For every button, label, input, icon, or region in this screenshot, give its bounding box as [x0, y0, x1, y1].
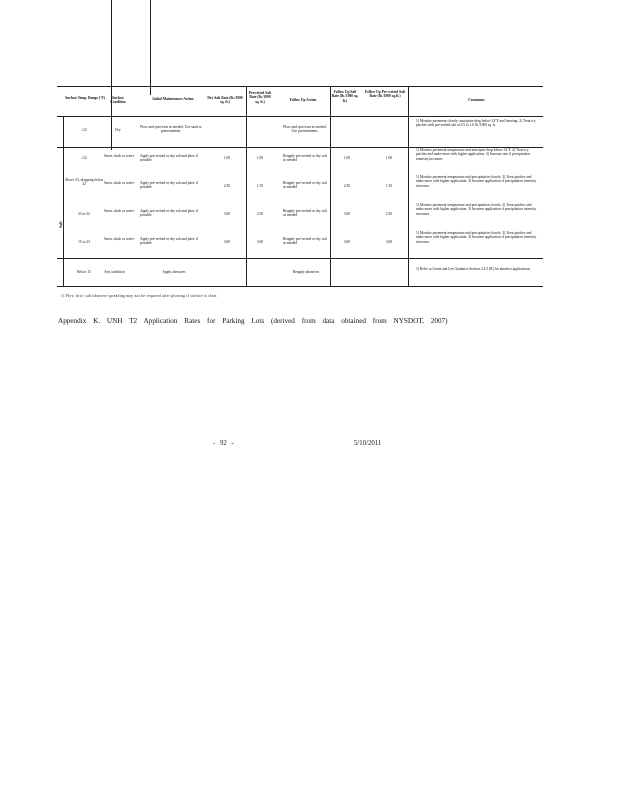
cell-condition: Snow, slush or water — [104, 154, 134, 158]
cell-dry-rate: 3.00 — [223, 212, 231, 216]
cell-comments: 1) Refer to Green and Lee Guidance Section 2.4.3 (B) for abrasive applications. — [416, 267, 531, 271]
cell-temp: 15 to 23 — [78, 240, 90, 244]
cell-comments: 1) Monitor pavement temperature and precipitation closely. 2) Treat patches and make more with higher application. 3) Increase application if precipitation intensity increases. — [416, 231, 537, 244]
table-footnote: 1) Plow first; salt/abrasive spreading may not be required after plowing if surface is clear. — [61, 294, 218, 298]
cell-temp: ≥32 — [81, 156, 87, 160]
cell-prewet-rate: 1.50 — [256, 184, 264, 188]
cell-follow-up-action: Plow and spot treat as needed. Use pretreatments. — [283, 125, 327, 134]
table-top-rule — [57, 86, 543, 87]
header-dry-salt-rate: Dry Salt Rate (lb./1000 sq. ft.) — [207, 96, 243, 105]
header-follow-up-prewet-rate: Follow Up Pre-wetted Salt Rate (lb./1000 sq.ft.) — [364, 90, 406, 99]
cell-prewet-rate: 1.00 — [256, 156, 264, 160]
cell-follow-up-action: Reapply pre-wetted or dry salt as needed — [283, 154, 327, 163]
cell-fu-salt: 3.00 — [343, 212, 351, 216]
cell-temp: Below 15 — [77, 270, 91, 274]
cell-initial-action: Apply pre-wetted or dry salt and plow if possible — [140, 237, 198, 246]
cell-fu-prewet: 3.00 — [385, 240, 393, 244]
cell-follow-up-action: Reapply pre-wetted or dry salt as needed — [283, 209, 327, 218]
cell-comments: 1) Monitor pavement temperature and precipitation closely. 2) Treat patches and make more with higher application. 3) Increase application if precipitation intensity increases. — [416, 175, 537, 188]
cell-initial-action: Apply pre-wetted or dry salt and plow if possible — [140, 154, 198, 163]
cell-follow-up-action: Reapply pre-wetted or dry salt as needed — [283, 237, 327, 246]
header-bottom-rule — [57, 116, 543, 117]
cell-fu-prewet: 1.50 — [385, 184, 393, 188]
table-bottom-rule — [57, 258, 543, 259]
appendix-caption: Appendix K. UNH T2 Application Rates for Parking Lots (derived from data obtained from NYSDOT, 2007) — [58, 317, 448, 325]
column-rule — [330, 86, 331, 286]
cell-temp: 23 to 32 — [78, 212, 90, 216]
cell-condition: Snow, slush or water — [104, 181, 134, 185]
cell-fu-salt: 2.50 — [343, 184, 351, 188]
column-rule — [246, 86, 247, 286]
table-left-rule — [63, 116, 64, 286]
side-label: Salt — [58, 221, 63, 228]
cell-temp: Above 23, dropping below 32 — [64, 178, 104, 187]
header-surface-temp: Surface Temp. Range (°F) — [65, 96, 105, 100]
leader-line — [150, 0, 151, 95]
cell-dry-rate: 1.00 — [223, 156, 231, 160]
cell-fu-salt: 1.00 — [343, 156, 351, 160]
cell-fu-salt: 3.00 — [343, 240, 351, 244]
cell-prewet-rate: 2.50 — [256, 212, 264, 216]
cell-follow-up-action: Reapply abrasives — [292, 270, 320, 274]
cell-initial-action: Apply pre-wetted or dry salt and plow if possible — [140, 181, 198, 190]
header-initial-action: Initial Maintenance Action — [152, 97, 194, 101]
cell-fu-prewet: 1.00 — [385, 156, 393, 160]
cell-condition: Any condition — [104, 270, 125, 274]
cell-follow-up-action: Reapply pre-wetted or dry salt as needed — [283, 181, 327, 190]
page-number: - 92 - — [213, 440, 234, 447]
cell-prewet-rate: 3.00 — [256, 240, 264, 244]
cell-temp: ≥32 — [81, 128, 87, 132]
table-end-rule — [57, 286, 543, 287]
header-surface-condition: Surface Condition — [110, 96, 126, 105]
cell-comments: 1) Monitor pavement closely; anticipate drop below 32°F and freezing. 2) Treat icy patches with pre-wetted salt at 0.5 to 1.0 lb./1000 sq. ft. — [416, 119, 536, 128]
column-rule — [408, 86, 409, 286]
cell-comments: 1) Monitor pavement temperature and precipitation closely. 2) Treat patches and make more with higher application. 3) Increase application if precipitation intensity increases. — [416, 203, 537, 216]
cell-comments: 1) Monitor pavement temperature and anticipate drop below 32°F. 2) Treat icy patches and make more with higher application. 3) Increase rate if precipitation intensity increases. — [416, 148, 531, 161]
header-follow-up-action: Follow Up Action — [289, 98, 317, 102]
cell-fu-prewet: 2.50 — [385, 212, 393, 216]
header-prewetted-salt-rate: Prewetted Salt Rate (lb./1000 sq. ft.) — [248, 91, 272, 104]
cell-condition: Snow, slush or water — [104, 209, 134, 213]
header-comments: Comments — [468, 98, 485, 102]
header-follow-up-salt-rate: Follow Up Salt Rate (lb./1000 sq. ft.) — [331, 90, 359, 103]
page-date: 5/10/2011 — [354, 440, 382, 447]
cell-initial-action: Apply pre-wetted or dry salt and plow if possible — [140, 209, 198, 218]
cell-initial-action: Apply abrasives — [162, 270, 186, 274]
cell-dry-rate: 3.00 — [223, 240, 231, 244]
cell-dry-rate: 2.50 — [223, 184, 231, 188]
cell-condition: Snow, slush or water — [104, 237, 134, 241]
cell-condition: Dry — [115, 128, 121, 132]
cell-initial-action: Plow and spot treat as needed. Use sand or pretreatments. — [140, 125, 202, 134]
